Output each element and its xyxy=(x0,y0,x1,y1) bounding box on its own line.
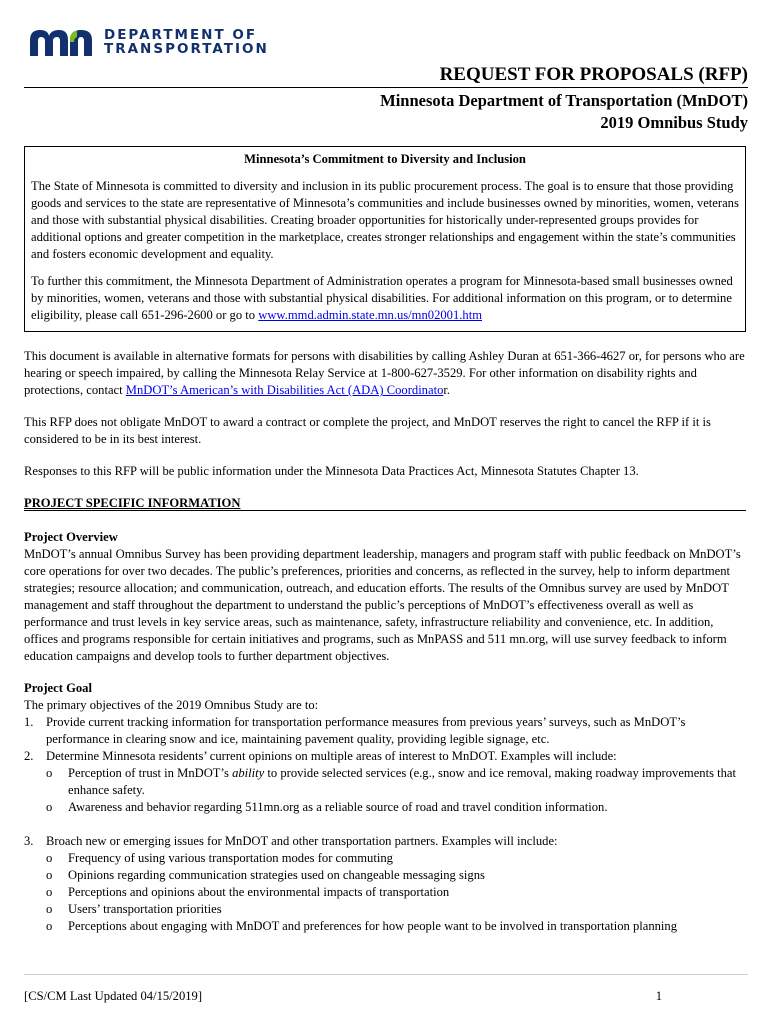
bullet-mark: o xyxy=(46,800,53,814)
objective-3-bullet xyxy=(24,884,746,901)
bullet-mark: o xyxy=(46,902,53,916)
diversity-box-title: Minnesota’s Commitment to Diversity and Inclusion xyxy=(244,152,526,166)
objective-1 xyxy=(24,714,746,748)
footer-divider xyxy=(24,974,748,975)
project-section-title: PROJECT SPECIFIC INFORMATION xyxy=(24,496,241,510)
diversity-paragraph-2-text: To further this commitment, the Minnesota Department of Administration operates a program for Minnesota-based small businesses owned by minorities, women, veterans and those with substantial physical disabilities. For additional information on this program, or to determine eligibility, please call 651-296-2600 or go to xyxy=(31,274,733,322)
bullet-text: Perceptions and opinions about the environmental impacts of transportation xyxy=(68,885,450,899)
obligation-paragraph: This RFP does not obligate MnDOT to award a contract or complete the project, and MnDOT reserves the right to cancel the RFP if it is considered to be in its best interest. xyxy=(24,415,711,446)
objective-3-bullet xyxy=(24,867,746,884)
bullet-mark: o xyxy=(46,851,53,865)
logo-line-1: DEPARTMENT OF xyxy=(104,27,258,43)
overview-paragraph: MnDOT’s annual Omnibus Survey has been providing department leadership, managers and program staff with public feedback on MnDOT’s core operations for over two decades. The public’s preferences, priorities and concerns, as reflected in the survey, help to inform department strategies; resource allocation; and communication, outreach, and education efforts. The results of the Omnibus survey are used by MnDOT management and staff throughout the department to understand the public’s perceptions of MnDOT’s effectiveness overall as well as performance and trust levels in key service areas, such as maintenance, safety, infrastructure reliability and convenience, etc. In addition, offices and programs responsible for certain initiatives and programs, such as MnPASS and 511 mn.org, will use survey feedback to inform education campaigns and develop tools to further department objectives. xyxy=(24,547,741,663)
bullet-text: Opinions regarding communication strategies used on changeable messaging signs xyxy=(68,868,485,882)
bullet-text-post: to provide selected services (e.g., snow and ice removal, making roadway improvements that enhance safety. xyxy=(68,766,737,797)
overview-heading: Project Overview xyxy=(24,530,118,544)
objective-3-bullet xyxy=(24,901,746,918)
objective-number: 3. xyxy=(24,834,34,848)
objective-text: Determine Minnesota residents’ current opinions on multiple areas of interest to MnDOT. Examples will include: xyxy=(46,749,617,763)
goal-intro: The primary objectives of the 2019 Omnibus Study are to: xyxy=(24,698,319,712)
study-subtitle: 2019 Omnibus Study xyxy=(600,113,748,132)
objective-3-bullet xyxy=(24,918,746,935)
objective-3 xyxy=(24,833,746,850)
objective-3-bullet xyxy=(24,850,746,867)
bullet-text: Users’ transportation priorities xyxy=(68,902,222,916)
objective-2-bullet xyxy=(24,799,746,816)
bullet-mark: o xyxy=(46,919,53,933)
accessibility-text: This document is available in alternative formats for persons with disabilities by calling Ashley Duran at 651-366-4627 or, for persons who are hearing or speech impaired, by calling the Minnesota Relay Service at 1-800-627-3529. For other information on disability rights and protections, contact xyxy=(24,349,745,397)
ada-coordinator-link[interactable]: MnDOT’s American’s with Disabilities Act (ADA) Coordinato xyxy=(125,383,444,397)
bullet-text-pre: Perception of trust in MnDOT’s xyxy=(68,766,233,780)
title-divider xyxy=(24,87,748,88)
objective-2-bullet xyxy=(24,765,746,799)
mmd-program-link[interactable]: www.mmd.admin.state.mn.us/mn02001.htm xyxy=(258,308,482,322)
document-body xyxy=(24,348,746,935)
agency-subtitle: Minnesota Department of Transportation (MnDOT) xyxy=(380,91,748,110)
bullet-mark: o xyxy=(46,885,53,899)
bullet-emphasis: ability xyxy=(232,766,265,780)
goal-heading: Project Goal xyxy=(24,681,92,695)
objective-text: Provide current tracking information for transportation performance measures from previous years’ surveys, such as MnDOT’s performance in clearing snow and ice, maintaining pavement quality, providing legible signage, etc. xyxy=(46,715,686,746)
footer-revision: [CS/CM Last Updated 04/15/2019] xyxy=(24,989,203,1003)
diversity-paragraph-2 xyxy=(31,273,739,324)
rfp-title: REQUEST FOR PROPOSALS (RFP) xyxy=(439,64,748,85)
bullet-text: Frequency of using various transportation modes for commuting xyxy=(68,851,393,865)
logo-line-2: TRANSPORTATION xyxy=(104,41,269,57)
bullet-mark: o xyxy=(46,766,53,780)
accessibility-tail: r. xyxy=(443,383,451,397)
objective-2 xyxy=(24,748,746,765)
page-number: 1 xyxy=(655,989,662,1003)
public-info-paragraph: Responses to this RFP will be public information under the Minnesota Data Practices Act, Minnesota Statutes Chapter 13. xyxy=(24,464,639,478)
diversity-commitment-box xyxy=(24,146,746,332)
bullet-text: Awareness and behavior regarding 511mn.org as a reliable source of road and travel condition information. xyxy=(68,800,608,814)
bullet-text: Perceptions about engaging with MnDOT and preferences for how people want to be involved in transportation planning xyxy=(68,919,678,933)
objective-number: 1. xyxy=(24,715,34,729)
accessibility-paragraph xyxy=(24,348,746,399)
mndot-logo xyxy=(30,26,269,58)
objective-number: 2. xyxy=(24,749,34,763)
mndot-logo-icon xyxy=(30,28,96,56)
objective-text: Broach new or emerging issues for MnDOT and other transportation partners. Examples will include: xyxy=(46,834,558,848)
bullet-mark: o xyxy=(46,868,53,882)
diversity-paragraph-1: The State of Minnesota is committed to diversity and inclusion in its public procurement process. The goal is to ensure that those providing goods and services to the state are representative of Minnesota’s communities and include businesses owned by minorities, women, veterans and those with substantial physical disabilities. Creating broader opportunities for historically under-represented groups provides for additional options and greater competition in the marketplace, creates stronger relationships and engagement within the state’s communities and fosters economic development and equality. xyxy=(31,179,739,261)
